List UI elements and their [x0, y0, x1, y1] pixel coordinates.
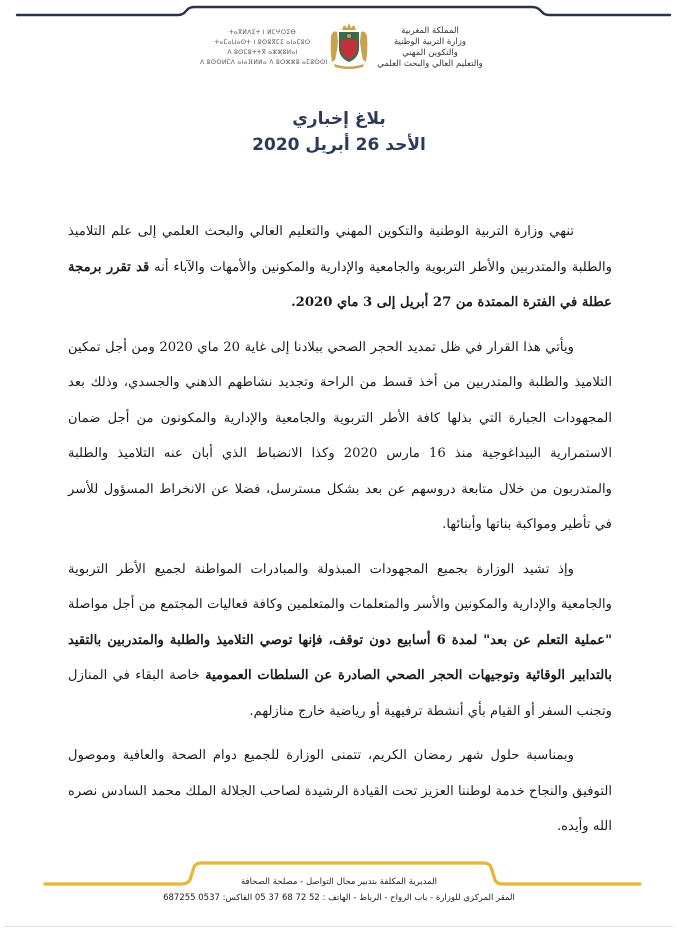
- footer-frame-line: [0, 855, 678, 895]
- press-release-body: [68, 214, 612, 854]
- paragraph-text: تنهي وزارة التربية الوطنية والتكوين المهني والتعليم العالي والبحث العلمي إلى علم التلاميذ والطلبة والمتدربين والأطر التربوية والجامعية والإدارية والمكونين والأمهات والآباء أنه: [68, 224, 612, 275]
- letter-footer: [0, 855, 678, 915]
- coat-of-arms-icon: [329, 22, 369, 70]
- document-heading: بلاغ إخباري: [292, 109, 386, 129]
- tifinagh-line: ⵜⴰⴳⵍⴷⵉⵜ ⵏ ⵍⵎⵖⵔⵉⴱ: [228, 29, 297, 36]
- paragraph-text: وبمناسبة حلول شهر رمضان الكريم، تتمنى الوزارة للجميع دوام الصحة والعافية وموصول التوفيق والنجاح خدمة لوطننا العزيز تحت القيادة الرشيدة لصاحب الجلالة الملك محمد السادس نصره الله وأيده.: [68, 748, 612, 834]
- ministry-line: المملكة المغربية: [401, 26, 459, 36]
- press-release-title: [0, 106, 678, 158]
- body-paragraph: [68, 330, 612, 543]
- document-date: الأحد 26 أبريل 2020: [252, 135, 426, 155]
- emphasized-text: "عملية التعلم عن بعد" لمدة 6 أسابيع دون توقف، فإنها توصي التلاميذ والطلبة والمتدربين بالتقيد بالتدابير الوقائية وتوجيهات الحجر الصحي الصادرة عن السلطات العمومية: [68, 632, 613, 683]
- bottom-divider: [4, 926, 674, 927]
- body-paragraph: [68, 552, 612, 730]
- emphasized-text: قد تقرر برمجة عطلة في الفترة الممتدة من 27 أبريل إلى 3 ماي 2020.: [68, 259, 612, 310]
- letterhead: [0, 20, 678, 110]
- arabic-ministry-name: [370, 26, 490, 70]
- tifinagh-ministry-name: [200, 28, 328, 68]
- paragraph-text: ويأتي هذا القرار في ظل تمديد الحجر الصحي ببلادنا إلى غاية 20 ماي 2020 ومن أجل تمكين التلاميذ والطلبة والمتدربين من أخذ قسط من الراحة وتجديد نشاطهم الذهني والجسدي، وذلك بعد المجهودات الجبارة التي بذلها كافة الأطر التربوية والجامعية والإدارية والمكونون من أجل ضمان الاستمرارية البيداغوجية منذ 16 مارس 2020 وكذا الانضباط الذي أبان عنه التلاميذ والطلبة والمتدربون من خلال متابعة دروسهم عن بعد بشكل مسترسل، فضلا عن الانخراط المسؤول للأسر في تأطير ومواكبة بناتها وأبنائها.: [68, 339, 612, 532]
- paragraph-text: خاصة البقاء في المنازل وتجنب السفر أو القيام بأي أنشطة ترفيهية أو رياضية خارج منازلهم.: [68, 668, 612, 719]
- footer-department: المديرية المكلفة بتدبير مجال التواصل - مصلحة الصحافة: [240, 877, 438, 887]
- body-paragraph: [68, 214, 612, 321]
- ministry-line: والتكوين المهني: [402, 48, 458, 58]
- tifinagh-line: ⴷ ⵓⵙⵎⵓⵜⵜⴳ ⴰⵣⵣⵓⵍⴰⵏ: [227, 49, 298, 56]
- ministry-line: وزارة التربية الوطنية: [393, 37, 467, 47]
- paragraph-text: وإذ تشيد الوزارة بجميع المجهودات المبذولة والمبادرات المواطنة لجميع الأطر التربوية والجامعية والإدارية والمكونين والأسر والمتعلمات والمتعلمين وكافة فعاليات المجتمع من أجل مواصلة: [68, 561, 612, 612]
- footer-address: المقر المركزي للوزارة - باب الرواح - الرباط - الهاتف : 52 72 68 37 05 الفاكس: 0537 687255: [163, 893, 515, 903]
- tifinagh-line: ⵜⴰⵎⴰⵡⴰⵙⵜ ⵏ ⵓⵙⵓⴳⵎⵉ ⴰⵏⴰⵎⵓⵔ: [214, 39, 311, 46]
- body-paragraph: [68, 738, 612, 845]
- ministry-line: والتعليم العالي والبحث العلمي: [377, 59, 483, 69]
- tifinagh-line: ⴷ ⵓⵙⵙⵍⵎⴷ ⴰⵏⴰⴼⵍⵍⴰ ⴷ ⵓⵔⵣⵣⵓ ⴰⵎⵓⵙⵙⵏ: [200, 59, 328, 66]
